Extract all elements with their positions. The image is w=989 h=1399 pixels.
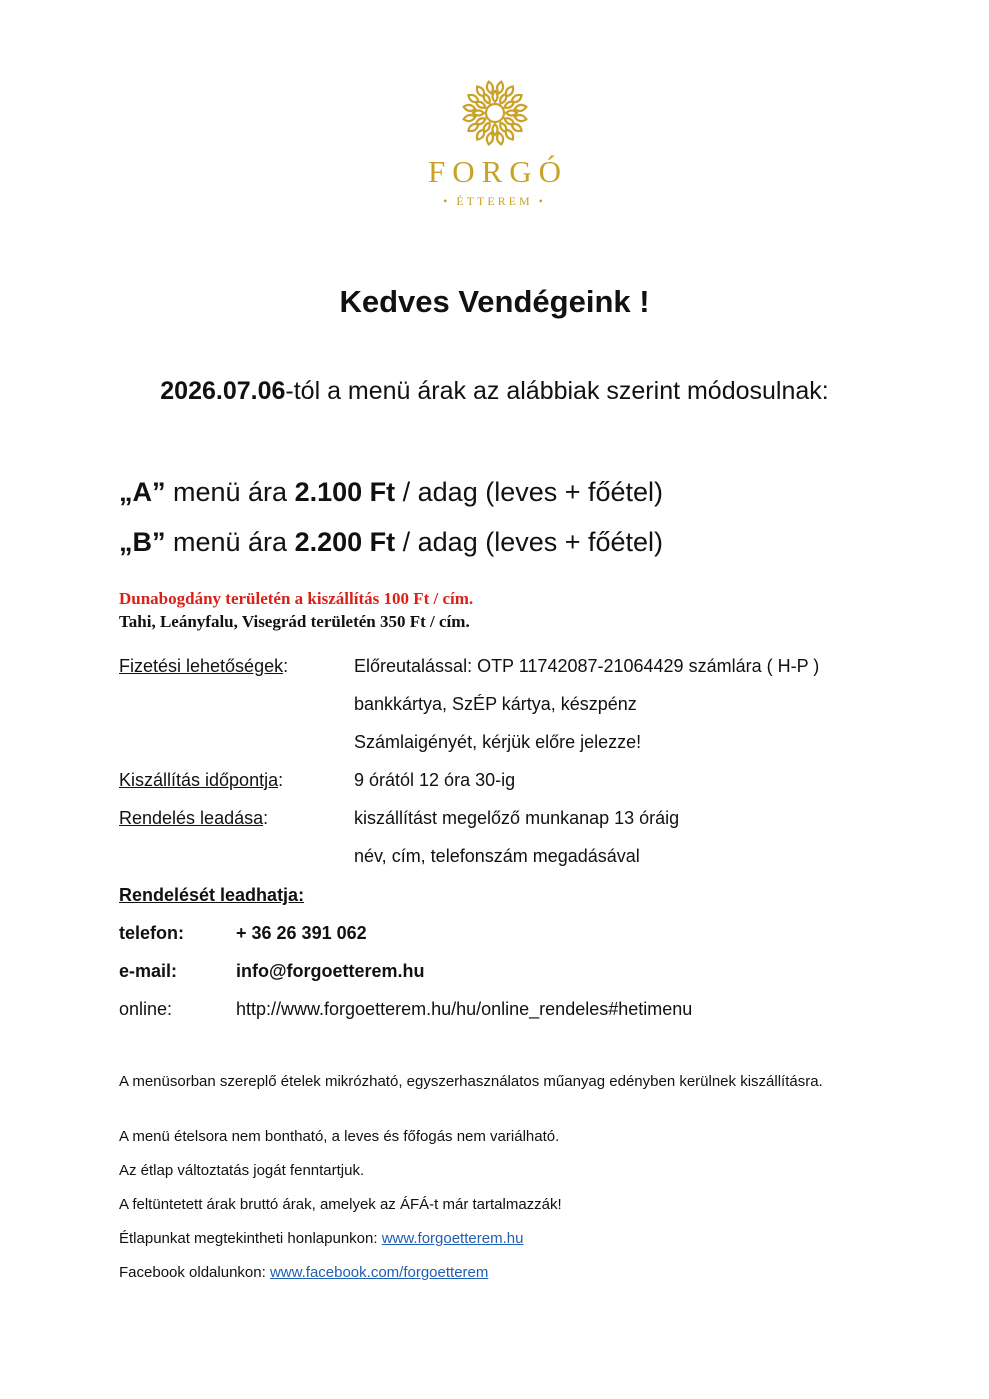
menu-price: 2.200 Ft bbox=[294, 527, 396, 557]
menu-portion: / adag (leves + főétel) bbox=[395, 527, 664, 557]
facebook-link[interactable]: www.facebook.com/forgoetterem bbox=[269, 1264, 489, 1281]
restaurant-logo bbox=[0, 78, 989, 209]
order-requirement-value: név, cím, telefonszám megadásával bbox=[354, 846, 640, 866]
menu-name: „A” bbox=[119, 477, 166, 507]
menu-label: menü ára bbox=[165, 477, 295, 507]
email-label: e-mail: bbox=[119, 961, 178, 981]
payment-value: Előreutalással: OTP 11742087-21064429 számlára ( H-P ) bbox=[354, 656, 820, 676]
logo-petal bbox=[511, 124, 521, 131]
logo-petal bbox=[476, 86, 483, 96]
invoice-note: Számlaigényét, kérjük előre jelezze! bbox=[354, 732, 642, 752]
facebook-text: Facebook oldalunkon: bbox=[119, 1264, 270, 1281]
intro-text: a menü árak az alábbiak szerint módosulnak: bbox=[320, 377, 829, 405]
menu-label: menü ára bbox=[165, 527, 295, 557]
lotus-mandala-icon bbox=[460, 78, 530, 148]
delivery-time-label: Kiszállítás időpontja: bbox=[119, 770, 284, 790]
logo-petal bbox=[473, 111, 484, 116]
logo-petal bbox=[468, 95, 478, 102]
website-text: Étlapunkat megtekintheti honlapunkon: bbox=[119, 1230, 382, 1247]
note-rights: Az étlap változtatás jogát fenntartjuk. bbox=[119, 1162, 365, 1179]
delivery-fee-local: Dunabogdány területén a kiszállítás 100 Ft / cím. bbox=[119, 589, 474, 608]
menu-portion: / adag (leves + főétel) bbox=[395, 477, 664, 507]
menu-b-price-line bbox=[119, 527, 663, 558]
payment-value: bankkártya, SzÉP kártya, készpénz bbox=[354, 694, 637, 714]
logo-petal bbox=[497, 82, 503, 94]
logo-petal bbox=[463, 115, 475, 121]
note-gross-prices: A feltüntetett árak bruttó árak, amelyek az ÁFÁ-t már tartalmazzák! bbox=[119, 1196, 562, 1213]
logo-petal bbox=[514, 105, 526, 111]
logo-petal bbox=[514, 115, 526, 121]
logo-petal bbox=[506, 111, 517, 116]
note-menu-fixed: A menü ételsora nem bontható, a leves és főfogás nem variálható. bbox=[119, 1128, 560, 1145]
logo-petal bbox=[486, 82, 492, 94]
intro-line bbox=[0, 377, 989, 406]
logo-petal bbox=[492, 91, 497, 102]
email-value[interactable]: info@forgoetterem.hu bbox=[236, 961, 425, 981]
logo-petal bbox=[505, 86, 512, 96]
contact-heading: Rendelését leadhatja: bbox=[119, 885, 305, 905]
note-facebook bbox=[119, 1262, 839, 1283]
note-website bbox=[119, 1228, 839, 1249]
date-suffix: -tól bbox=[285, 377, 321, 405]
logo-petal bbox=[497, 133, 503, 145]
order-deadline-value: kiszállítást megelőző munkanap 13 óráig bbox=[354, 808, 680, 828]
online-order-url[interactable]: http://www.forgoetterem.hu/hu/online_rendeles#hetimenu bbox=[236, 999, 693, 1019]
logo-petal bbox=[505, 130, 512, 140]
menu-price: 2.100 Ft bbox=[294, 477, 396, 507]
delivery-fee-other: Tahi, Leányfalu, Visegrád területén 350 Ft / cím. bbox=[119, 612, 470, 631]
logo-petal bbox=[486, 133, 492, 145]
note-packaging: A menüsorban szereplő ételek mikrózható, egyszerhasználatos műanyag edényben kerülnek kiszállításra. bbox=[119, 1073, 823, 1090]
order-deadline-label: Rendelés leadása: bbox=[119, 808, 269, 828]
online-label: online: bbox=[119, 999, 173, 1019]
menu-name: „B” bbox=[119, 527, 166, 557]
effective-date: 2026.07.06 bbox=[160, 377, 286, 405]
website-link[interactable]: www.forgoetterem.hu bbox=[381, 1230, 524, 1247]
logo-petal bbox=[463, 105, 475, 111]
logo-petal bbox=[492, 124, 497, 135]
logo-subtitle: • ÉTTEREM • bbox=[443, 194, 546, 208]
menu-a-price-line bbox=[119, 477, 663, 508]
logo-petal bbox=[511, 95, 521, 102]
logo-petal bbox=[468, 124, 478, 131]
logo-petal bbox=[476, 130, 483, 140]
phone-label: telefon: bbox=[119, 923, 184, 943]
phone-value[interactable]: + 36 26 391 062 bbox=[236, 923, 367, 943]
page-title: Kedves Vendégeink ! bbox=[339, 284, 650, 319]
payment-label: Fizetési lehetőségek: bbox=[119, 656, 289, 676]
logo-name: FORGÓ bbox=[427, 154, 569, 189]
delivery-time-value: 9 órától 12 óra 30-ig bbox=[354, 770, 516, 790]
